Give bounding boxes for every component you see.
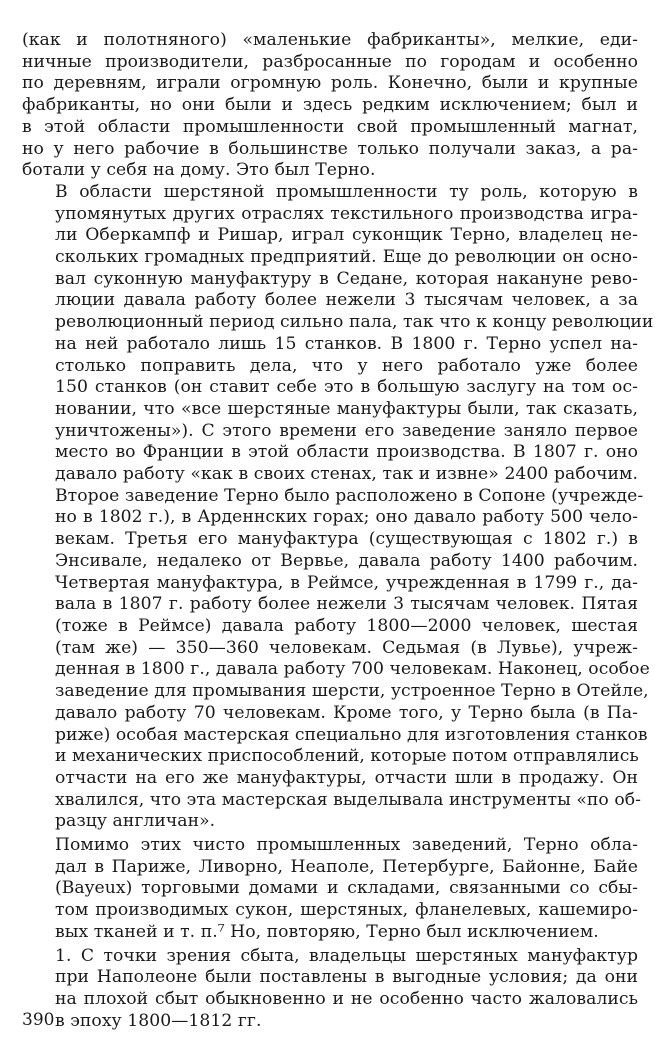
text-line: вых тканей и т. п.⁷ Но, повторяю, Терно был исключением. [55, 921, 599, 942]
text-line: по деревням, играли огромную роль. Конечно, были и крупные [22, 73, 638, 94]
paragraph-4 [22, 946, 638, 1033]
text-line: Энсивале, недалеко от Вервье, давала работу 1400 рабочим. [55, 550, 638, 571]
text-line: 1. С точки зрения сбыта, владельцы шерстяных мануфактур [55, 945, 638, 966]
text-line: место во Франции в этой области производства. В 1807 г. оно [55, 442, 638, 463]
text-line: давало работу 70 человекам. Кроме того, у Терно была (в Па- [55, 702, 638, 723]
text-line: заведение для промывания шерсти, устроенное Терно в Отейле, [55, 681, 649, 702]
text-line: но у него рабочие в большинстве только получали заказ, а ра- [22, 138, 638, 159]
text-line: дал в Париже, Ливорно, Неаполе, Петербурге, Байонне, Байе [55, 856, 638, 877]
text-line: том производимых сукон, шерстяных, фланелевых, кашемиро- [55, 900, 638, 921]
text-line: вала в 1807 г. работу более нежели 3 тысячам человек. Пятая [55, 594, 638, 615]
text-line: при Наполеоне были поставлены в выгодные условия; да они [55, 967, 638, 988]
text-line: (как и полотняного) «маленькие фабриканты», мелкие, еди- [22, 30, 638, 50]
text-line: в этой области промышленности свой промышленный магнат, [22, 116, 638, 137]
text-line: отчасти на его же мануфактуры, отчасти шли в продажу. Он [55, 767, 638, 788]
text-line: разцу англичан». [55, 811, 216, 832]
text-line: уничтожены»). С этого времени его заведение заняло первое [55, 420, 638, 441]
text-line: ботали у себя на дому. Это был Терно. [22, 160, 376, 181]
text-line: упомянутых других отраслях текстильного производства игра- [55, 203, 638, 224]
text-line: революционный период сильно пала, так что к концу революции [55, 312, 654, 333]
text-line: В области шерстяной промышленности ту роль, которую в [55, 181, 638, 202]
text-line: и механических приспособлений, которые потом отправлялись [55, 746, 639, 767]
text-line: хвалился, что эта мастерская выделывала инструменты «по об- [55, 789, 641, 810]
text-line: на ней работало лишь 15 станков. В 1800 г. Терно успел на- [55, 333, 638, 354]
text-line: фабриканты, но они были и здесь редким исключением; был и [22, 95, 638, 116]
text-line: Четвертая мануфактура, в Реймсе, учрежденная в 1799 г., да- [55, 572, 638, 593]
text-line: вал суконную мануфактуру в Седане, которая накануне рево- [55, 268, 638, 289]
text-line: (там же) — 350—360 человекам. Седьмая (в Лувье), учреж- [55, 637, 638, 658]
text-line: денная в 1800 г., давала работу 700 человекам. Наконец, особое [55, 659, 650, 680]
text-line: люции давала работу более нежели 3 тысячам человек, а за [55, 290, 638, 311]
paragraph-1 [22, 30, 638, 182]
text-line: скольких громадных предприятий. Еще до революции он осно- [55, 247, 638, 268]
text-line: Второе заведение Терно было расположено в Сопоне (учрежде- [55, 485, 644, 506]
text-line: столько поправить дела, что у него работало уже более [55, 355, 638, 376]
text-line: новании, что «все шерстяные мануфактуры были, так сказать, [55, 398, 638, 419]
paragraph-2 [22, 181, 654, 833]
text-line: (Bayeux) торговыми домами и складами, связанными со сбы- [55, 878, 638, 899]
text-line: но в 1802 г.), в Арденнских горах; оно давало работу 500 чело- [55, 507, 638, 528]
text-line: в эпоху 1800—1812 гг. [55, 1010, 262, 1031]
text-line: Помимо этих чисто промышленных заведений, Терно обла- [55, 835, 638, 856]
text-line: (тоже в Реймсе) давала работу 1800—2000 человек, шестая [55, 615, 638, 636]
text-line: давало работу «как в своих стенах, так и извне» 2400 рабочим. [55, 464, 638, 485]
text-line: риже) особая мастерская специально для изготовления станков [55, 724, 648, 745]
text-line: на плохой сбыт обыкновенно и не особенно часто жаловались [55, 988, 638, 1009]
text-line: ничные производители, разбросанные по городам и особенно [22, 51, 638, 72]
text-line: 150 станков (он ставит себе это в большую заслугу на том ос- [55, 377, 638, 398]
page-number: 390 [22, 1010, 55, 1030]
text-line: ли Оберкампф и Ришар, играл суконщик Терно, владелец не- [55, 225, 638, 246]
text-line: векам. Третья его мануфактура (существующая с 1802 г.) в [55, 529, 638, 550]
paragraph-3 [22, 835, 638, 944]
